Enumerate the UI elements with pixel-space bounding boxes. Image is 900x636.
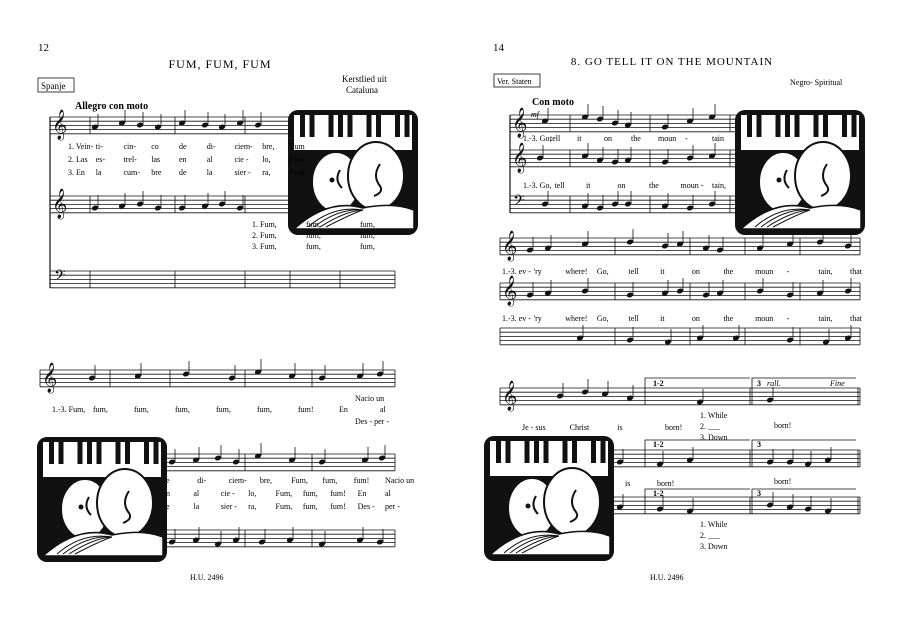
left-attribution-1: Kerstlied uit [342,74,387,84]
lyric-syllable: la [193,502,200,511]
lyric-syllable: Go, [596,267,609,276]
right-dynamic: mf [531,110,539,119]
lyric-syllable: moun [755,314,774,323]
lyric-syllable: it [660,267,665,276]
lyric-syllable: la [206,168,213,177]
lyric-syllable: en [179,155,187,164]
lyric-syllable: es- [95,155,106,164]
lyric-syllable: fum! [330,502,346,511]
verse-cue: 2. ___ [700,422,720,431]
lyric-syllable: fum, [257,405,272,414]
left-s2-lyric-lower [166,476,414,485]
lyric-is: is [625,479,631,488]
left-s1-lyric-row [68,168,305,177]
lyric-syllable: born! [665,423,683,432]
treble-clef: 𝄞 [52,189,68,218]
lyric-syllable: the [631,134,641,143]
left-s1-lyric-row [68,155,305,164]
singers-piano-logo-2 [37,437,167,562]
lyric-syllable: 1.-3. Fum, [52,405,86,414]
right-origin: Ver. Staten [497,77,532,86]
volta-bracket [752,440,856,450]
lyric-syllable: sier - [234,168,251,177]
lyric-born-2: born! [657,479,675,488]
lyric-syllable: 1.-3. ev - [502,267,531,276]
lyric-syllable: al [206,155,213,164]
right-tempo: Con moto [532,97,574,108]
right-title: 8. GO TELL IT ON THE MOUNTAIN [570,56,774,68]
treble-clef: 𝄞 [512,143,528,172]
lyric-syllable: 1.-3. Go, [523,134,552,143]
lyric-syllable: ti- [95,142,103,151]
lyric-syllable: the [723,267,734,276]
lyric-syllable: fum, [216,405,231,414]
lyric-syllable: Fum, [291,476,308,485]
volta-1-2-b: 1-2 [653,440,664,449]
lyric-syllable: fum! [298,405,314,414]
lyric-extra: Des - per - [355,417,389,426]
lyric-syllable: 'ry [533,314,542,323]
right-s3-lyric [522,423,682,432]
volta-1-2-a: 1-2 [653,379,664,388]
lyric-syllable: al [385,489,391,498]
lyric-syllable: 3. Fum, [252,242,277,251]
verse-cue: 3. Down [700,542,728,551]
lyric-syllable: co [151,142,159,151]
lyric-syllable: ra, [262,168,271,177]
left-origin: Spanje [41,81,66,91]
lyric-syllable: cum- [123,168,140,177]
treble-clef: 𝄞 [502,231,518,260]
lyric-syllable: bre, [262,142,275,151]
lyric-syllable: - [786,267,790,276]
lyric-syllable: di- [197,476,207,485]
lyric-syllable: tain, [818,314,833,323]
lyric-syllable: 1.-3. Go, [523,181,552,190]
lyric-syllable: lo, [248,489,257,498]
right-s3-staff-1 [500,388,860,405]
lyric-syllable: ciem- [228,476,247,485]
lyric-syllable: moun - [680,181,704,190]
lyric-syllable: tain, [818,267,833,276]
lyric-syllable: cin- [123,142,136,151]
lyric-syllable: fum! [353,476,370,485]
lyric-syllable: ciem- [234,142,253,151]
fine-mark: Fine [830,379,845,388]
lyric-syllable: 1. Fum, [252,220,277,229]
lyric-syllable: where! [565,314,588,323]
singers-piano-logo-4 [484,436,614,561]
left-s1-lower-lyric-row [252,242,375,251]
left-title: FUM, FUM, FUM [168,57,272,71]
lyric-syllable: fum, [322,476,338,485]
lyric-syllable: n [166,489,170,498]
lyric-syllable: la [95,168,102,177]
lyric-syllable: Fum [290,142,305,151]
bass-clef: 𝄢 [513,192,525,212]
lyric-syllable: 2. Fum, [252,231,277,240]
lyric-syllable: moun [755,267,774,276]
right-footer: H.U. 2496 [650,573,684,582]
lyric-syllable: tell [628,267,639,276]
lyric-syllable: where! [565,267,588,276]
verse-cue: 3. Down [700,433,728,442]
treble-clef: 𝄞 [512,108,528,137]
singers-piano-logo-3 [735,110,865,235]
lyric-syllable: fum, [360,231,375,240]
lyric-syllable: the [723,314,734,323]
treble-clef: 𝄞 [42,363,58,392]
lyric-syllable: that [850,314,862,323]
left-attribution-2: Cataluna [346,85,378,95]
left-tempo: Allegro con moto [75,101,149,112]
left-s1-notes-1 [91,110,262,130]
lyric-syllable: al [193,489,200,498]
lyric-syllable: fum, [306,242,321,251]
lyric-syllable: the [649,181,659,190]
lyric-born: born! [774,421,792,430]
lyric-syllable: tell [554,181,565,190]
lyric-syllable: trel- [123,155,137,164]
lyric-syllable: is [617,423,623,432]
left-s1-lyric-row [68,142,305,151]
lyric-syllable: fum! [330,489,346,498]
lyric-syllable: it [660,314,665,323]
lyric-syllable: - [685,134,688,143]
lyric-syllable: tain [712,134,724,143]
right-page-number: 14 [493,42,504,54]
lyric-syllable: cie - [234,155,249,164]
right-s3-notes-3 [616,492,832,514]
lyric-syllable: on [691,314,700,323]
verse-cue: 1. While [700,520,728,529]
lyric-syllable: Je - sus [522,423,546,432]
lyric-syllable: tell [628,314,639,323]
lyric-syllable: de [179,142,187,151]
lyric-syllable: e [166,476,170,485]
lyric-syllable: bre, [259,476,273,485]
lyric-syllable: tain, [712,181,726,190]
lyric-syllable: 3. En [68,168,85,177]
singers-piano-logo-1 [288,110,418,235]
lyric-syllable: on [691,267,700,276]
left-s2-lyric-top [52,405,387,414]
lyric-syllable: - [786,314,790,323]
bass-clef: 𝄢 [54,267,66,287]
verse-cue: 2. ___ [700,531,720,540]
lyric-syllable: Des - [357,502,375,511]
lyric-syllable: Christ [569,423,590,432]
lyric-syllable: bre [151,168,162,177]
lyric-syllable: on [617,181,626,190]
left-s1-staff-3 [50,271,395,288]
lyric-syllable: Fum, [275,489,293,498]
lyric-syllable: di- [206,142,216,151]
lyric-extra: Nacio un [355,394,385,403]
lyric-syllable: Fum [290,155,305,164]
right-s1-lyric-a [523,134,724,143]
right-s1-lyric-b [523,181,726,190]
right-s2-lyric-b [502,314,863,323]
right-attribution: Negro- Spiritual [790,78,843,87]
left-s2-lyric-lower [166,502,400,511]
lyric-syllable: that [850,267,862,276]
right-s2-lyric-a [502,267,863,276]
lyric-syllable: fum, [302,489,318,498]
lyric-born-3: born! [774,477,792,486]
rall-mark: rall. [767,379,781,388]
lyric-syllable: e [166,502,170,511]
left-s2-lyric-lower [166,489,392,498]
volta-3-c: 3 [757,489,761,498]
volta-3-a: 3 [757,379,761,388]
lyric-syllable: Fum, [275,502,293,511]
lyric-syllable: Fum [290,168,305,177]
volta-1-2-c: 1-2 [653,489,664,498]
lyric-syllable: per - [385,502,400,511]
lyric-syllable: it [586,181,591,190]
volta-bracket [752,489,856,499]
lyric-syllable: En [357,489,367,498]
treble-clef: 𝄞 [52,110,68,139]
lyric-syllable: 2. Las [68,155,88,164]
lyric-syllable: fum, [93,405,108,414]
lyric-syllable: fum, [360,220,375,229]
lyric-syllable: En [339,405,348,414]
lyric-syllable: Nacio un [385,476,415,485]
lyric-syllable: las [151,155,161,164]
lyric-syllable: moun [658,134,677,143]
left-page-number: 12 [38,42,49,54]
lyric-syllable: fum, [302,502,318,511]
lyric-syllable: tell [550,134,561,143]
lyric-syllable: 1.-3. ev - [502,314,531,323]
lyric-syllable: al [380,405,386,414]
lyric-syllable: de [179,168,187,177]
lyric-syllable: ra, [248,502,257,511]
lyric-syllable: fum, [175,405,190,414]
lyric-syllable: 1. Vein- [68,142,94,151]
treble-clef: 𝄞 [502,381,518,410]
treble-clef: 𝄞 [502,276,518,305]
lyric-syllable: sier - [220,502,237,511]
verse-cue: 1. While [700,411,728,420]
lyric-syllable: 'ry [533,267,542,276]
volta-3-b: 3 [757,440,761,449]
lyric-syllable: fum, [306,231,321,240]
lyric-syllable: on [604,134,612,143]
left-footer: H.U. 2496 [190,573,224,582]
lyric-syllable: Go, [596,314,609,323]
lyric-syllable: fum, [134,405,149,414]
lyric-syllable: fum, [306,220,321,229]
lyric-syllable: lo, [262,155,271,164]
lyric-syllable: it [577,134,582,143]
lyric-syllable: fum, [360,242,375,251]
lyric-syllable: cie - [220,489,235,498]
right-s2-staff-3 [500,328,860,345]
